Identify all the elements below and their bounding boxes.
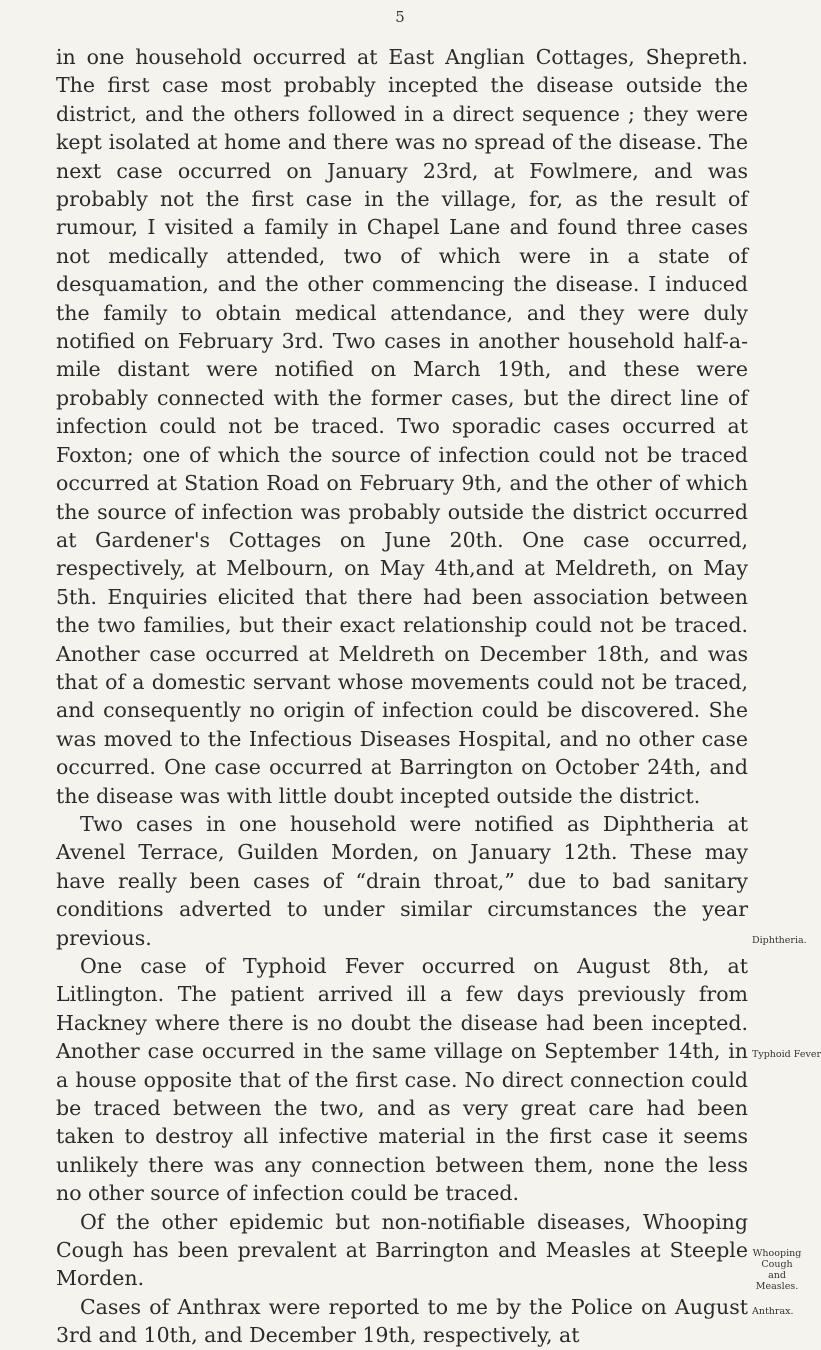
sidenote-anthrax: Anthrax. — [752, 1306, 794, 1317]
paragraph-diphtheria: Two cases in one household were notified as Diphtheria at Avenel Terrace, Guilden Morden, on January 12th. These may have really been cases of “drain throat,” due to bad sanitary conditions adverted to under similar circumstances the year previous. — [56, 811, 748, 950]
paragraph-whooping-cough-measles: Of the other epidemic but non-notifiable diseases, Whooping Cough has been prevalent at Barrington and Measles at Steeple Morden. — [56, 1209, 748, 1291]
page-number: 5 — [395, 8, 405, 26]
sidenote-whooping-line-3: Measles. — [755, 1281, 799, 1292]
sidenote-whooping-line-1: Whooping — [752, 1248, 802, 1259]
sidenote-whooping-cough-measles — [752, 1248, 802, 1292]
paragraph-typhoid-fever: One case of Typhoid Fever occurred on August 8th, at Litlington. The patient arrived ill a few days previously from Hackney where there is no doubt the disease had been incepted. Another case occurred in the same village on September 14th, in a house opposite that of the first case. No direct connection could be traced between the two, and as very great care had been taken to destroy all infective material in the first case it seems unlikely there was any connection between them, none the less no other source of infection could be traced. — [56, 954, 748, 1206]
sidenote-whooping-line-2: Cough and — [761, 1259, 793, 1281]
sidenote-typhoid-fever: Typhoid Fever — [752, 1049, 821, 1060]
body-text — [56, 43, 748, 1350]
paragraph-scarlet-fever-cases: in one household occurred at East Anglian Cottages, Shepreth. The first case most probably incepted the disease outside the district, and the others followed in a direct sequence ; they were kept isolated at home and there was no spread of the disease. The next case occurred on January 23rd, at Fowlmere, and was probably not the first case in the village, for, as the result of rumour, I visited a family in Chapel Lane and found three cases not medically attended, two of which were in a state of desquamation, and the other commencing the disease. I induced the family to obtain medical attendance, and they were duly notified on February 3rd. Two cases in another household half-a-mile distant were notified on March 19th, and these were probably connected with the former cases, but the direct line of infection could not be traced. Two sporadic cases occurred at Foxton; one of which the source of infection could not be traced occurred at Station Road on February 9th, and the other of which the source of infection was probably outside the district occurred at Gardener's Cottages on June 20th. One case occurred, respectively, at Melbourn, on May 4th,and at Meldreth, on May 5th. Enquiries elicited that there had been association between the two families, but their exact relationship could not be traced. Another case occurred at Meldreth on December 18th, and was that of a domestic servant whose movements could not be traced, and consequently no origin of infection could be discovered. She was moved to the Infectious Diseases Hospital, and no other case occurred. One case occurred at Barrington on October 24th, and the disease was with little doubt incepted outside the district. — [56, 45, 748, 808]
paragraph-anthrax: Cases of Anthrax were reported to me by the Police on August 3rd and 10th, and December 19th, respectively, at — [56, 1294, 748, 1348]
sidenote-diphtheria: Diphtheria. — [752, 935, 807, 946]
